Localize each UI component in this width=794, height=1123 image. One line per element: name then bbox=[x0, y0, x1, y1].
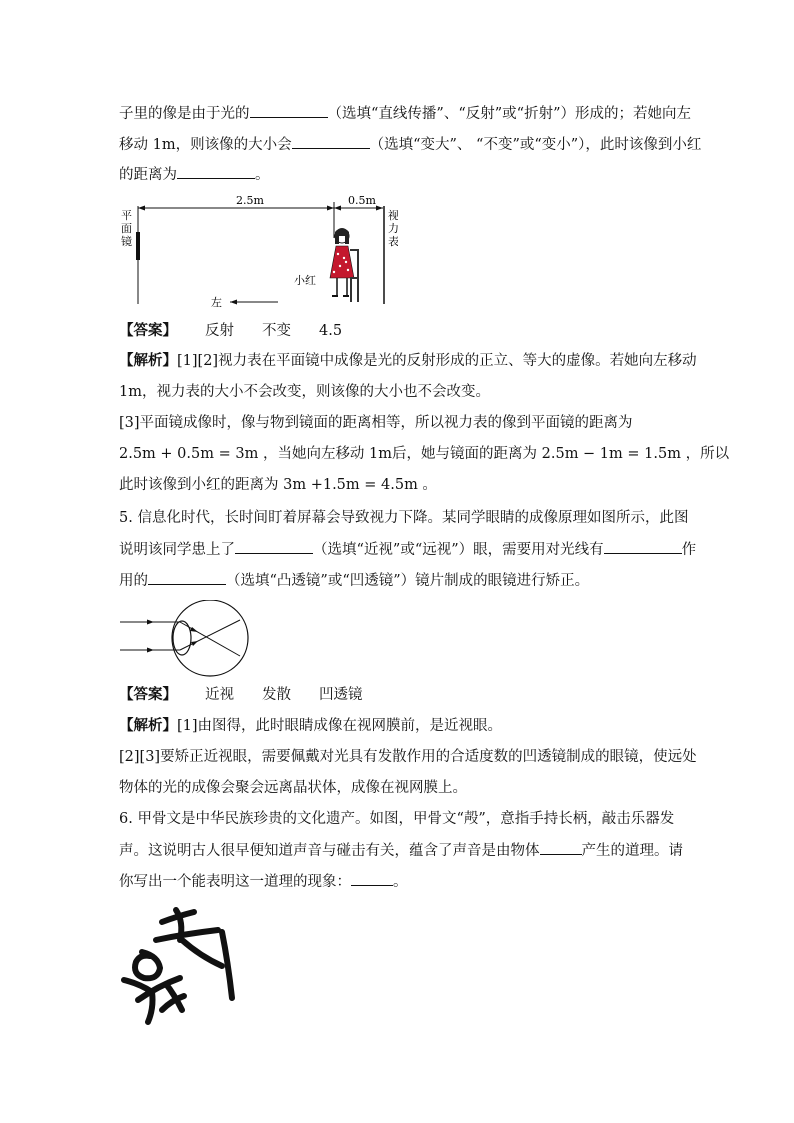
svg-text:镜: 镜 bbox=[121, 235, 132, 248]
q5-line-1: 5. 信息化时代，长时间盯着屏幕会导致视力下降。某同学眼睛的成像原理如图所示，此图 bbox=[119, 510, 689, 526]
oracle-bone-glyph-image bbox=[118, 900, 243, 1025]
answer-blank bbox=[177, 164, 255, 179]
q6-line-3: 你写出一个能表明这一道理的现象： 。 bbox=[119, 871, 408, 892]
mirror-figure bbox=[118, 192, 398, 312]
q4-analysis-1: 【解析】[1][2]视力表在平面镜中成像是光的反射形成的正立、等大的虚像。若她向左移动 bbox=[119, 352, 697, 369]
left-label: 左 bbox=[211, 296, 222, 309]
q5-analysis-3: 物体的光的成像会聚会远离晶状体，成像在视网膜上。 bbox=[119, 780, 467, 796]
svg-text:平: 平 bbox=[121, 209, 132, 222]
answer-blank bbox=[148, 570, 226, 585]
svg-text:力: 力 bbox=[388, 222, 398, 235]
q4-answer: 【答案】 反射 不变 4.5 bbox=[119, 322, 343, 339]
q4-analysis-2: 1m，视力表的大小不会改变，则该像的大小也不会改变。 bbox=[119, 384, 490, 400]
svg-text:视: 视 bbox=[388, 209, 398, 222]
q5-line-2: 说明该同学患上了 （选填“近视”或“远视”）眼，需要用对光线有 作 bbox=[119, 539, 696, 560]
svg-text:表: 表 bbox=[388, 235, 398, 248]
eye-chart-label bbox=[388, 209, 398, 248]
q5-line-3: 用的 （选填“凸透镜”或“凹透镜”）镜片制成的眼镜进行矫正。 bbox=[119, 570, 589, 591]
eye-diagram bbox=[118, 600, 258, 680]
girl-figure bbox=[330, 228, 358, 302]
distance-label: 2.5m bbox=[236, 194, 264, 207]
answer-blank bbox=[292, 134, 370, 149]
q5-analysis-2: [2][3]要矫正近视眼，需要佩戴对光具有发散作用的合适度数的凹透镜制成的眼镜，使远处 bbox=[119, 749, 697, 765]
answer-blank bbox=[351, 871, 393, 886]
q4-line-1: 子里的像是由于光的 （选填“直线传播”、“反射”或“折射”）形成的；若她向左 bbox=[119, 103, 691, 124]
girl-label: 小红 bbox=[294, 274, 316, 287]
svg-text:面: 面 bbox=[121, 222, 132, 235]
q4-analysis-5: 此时该像到小红的距离为 3m +1.5m = 4.5m 。 bbox=[119, 477, 437, 493]
q4-analysis-3: [3]平面镜成像时，像与物到镜面的距离相等，所以视力表的像到平面镜的距离为 bbox=[119, 415, 633, 431]
q4-line-2: 移动 1m，则该像的大小会 （选填“变大”、 “不变”或“变小”），此时该像到小红 bbox=[119, 134, 701, 155]
answer-blank bbox=[540, 840, 582, 855]
mirror bbox=[136, 232, 140, 260]
q5-answer: 【答案】 近视 发散 凹透镜 bbox=[119, 686, 363, 703]
q6-line-1: 6. 甲骨文是中华民族珍贵的文化遗产。如图，甲骨文“殸”，意指手持长柄，敲击乐器发 bbox=[119, 811, 675, 827]
q4-line-3: 的距离为 。 bbox=[119, 164, 270, 185]
q4-analysis-4: 2.5m + 0.5m = 3m ，当她向左移动 1m后，她与镜面的距离为 2.5m − 1m = 1.5m ，所以 bbox=[119, 446, 730, 462]
answer-blank bbox=[235, 539, 313, 554]
answer-blank bbox=[250, 103, 328, 118]
q6-line-2: 声。这说明古人很早便知道声音与碰击有关，蕴含了声音是由物体 产生的道理。请 bbox=[119, 840, 683, 861]
mirror-label bbox=[121, 209, 132, 248]
q5-analysis-1: 【解析】[1]由图得，此时眼睛成像在视网膜前，是近视眼。 bbox=[119, 717, 503, 734]
answer-blank bbox=[604, 539, 682, 554]
distance-label: 0.5m bbox=[348, 194, 376, 207]
